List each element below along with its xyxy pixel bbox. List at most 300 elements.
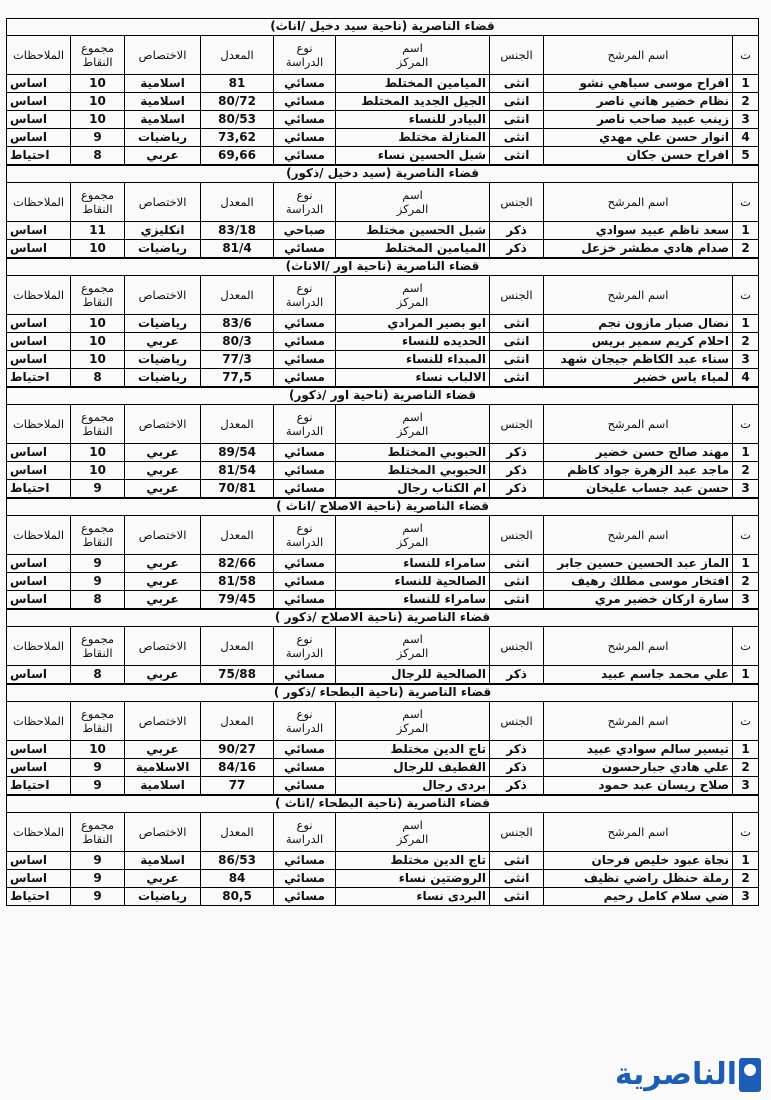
header-label: الملاحظات bbox=[12, 194, 65, 209]
header-label: الجنس bbox=[500, 713, 533, 728]
cell-spec: اسلامية bbox=[125, 111, 201, 129]
column-header-name bbox=[544, 702, 733, 741]
column-header-center bbox=[336, 516, 490, 555]
header-label: اسم المرشح bbox=[607, 638, 669, 653]
column-header-n bbox=[733, 405, 759, 444]
header-label: اسم bbox=[402, 40, 423, 55]
header-label: الاختصاص bbox=[138, 824, 187, 839]
table-row bbox=[7, 852, 759, 870]
cell-n: 4 bbox=[733, 129, 759, 147]
cell-note: احتياط bbox=[7, 147, 71, 165]
section-title: قضاء الناصرية (ناحية البطحاء /اناث ) bbox=[7, 796, 759, 813]
column-header-spec bbox=[125, 183, 201, 222]
section-table bbox=[6, 387, 759, 498]
column-header-note bbox=[7, 36, 71, 75]
cell-n: 3 bbox=[733, 888, 759, 906]
header-label: الجنس bbox=[500, 287, 533, 302]
header-label: اسم المرشح bbox=[607, 527, 669, 542]
cell-n: 2 bbox=[733, 462, 759, 480]
header-label: نوع bbox=[296, 706, 313, 721]
header-label: اسم المرشح bbox=[607, 824, 669, 839]
column-header-pts bbox=[71, 36, 125, 75]
cell-avg: 83/18 bbox=[201, 222, 274, 240]
cell-spec: اسلامية bbox=[125, 852, 201, 870]
cell-avg: 83/6 bbox=[201, 315, 274, 333]
header-label: نوع bbox=[296, 187, 313, 202]
header-label: ت bbox=[740, 287, 751, 302]
section-title: قضاء الناصرية (ناحية اور /ذكور) bbox=[7, 388, 759, 405]
column-header-avg bbox=[201, 702, 274, 741]
column-header-n bbox=[733, 276, 759, 315]
cell-spec: عربي bbox=[125, 333, 201, 351]
cell-center: الميامين المختلط bbox=[336, 240, 490, 258]
cell-name: ضي سلام كامل رحيم bbox=[544, 888, 733, 906]
column-header-sex bbox=[490, 702, 544, 741]
header-label: الاختصاص bbox=[138, 416, 187, 431]
cell-pts: 10 bbox=[71, 75, 125, 93]
table-row bbox=[7, 351, 759, 369]
cell-name: تيسير سالم سوادي عبيد bbox=[544, 741, 733, 759]
header-label: اسم bbox=[402, 520, 423, 535]
cell-spec: عربي bbox=[125, 741, 201, 759]
cell-pts: 10 bbox=[71, 93, 125, 111]
header-label: اسم bbox=[402, 817, 423, 832]
cell-avg: 79/45 bbox=[201, 591, 274, 609]
column-header-avg bbox=[201, 183, 274, 222]
table-row bbox=[7, 591, 759, 609]
cell-pts: 10 bbox=[71, 444, 125, 462]
cell-type: مسائي bbox=[274, 93, 336, 111]
column-header-note bbox=[7, 405, 71, 444]
cell-sex: ذكر bbox=[490, 480, 544, 498]
column-header-avg bbox=[201, 813, 274, 852]
cell-spec: عربي bbox=[125, 591, 201, 609]
cell-avg: 81/54 bbox=[201, 462, 274, 480]
header-label: الجنس bbox=[500, 638, 533, 653]
cell-avg: 80/53 bbox=[201, 111, 274, 129]
cell-spec: عربي bbox=[125, 444, 201, 462]
cell-type: مسائي bbox=[274, 852, 336, 870]
cell-type: مسائي bbox=[274, 75, 336, 93]
cell-sex: انثى bbox=[490, 369, 544, 387]
section-table bbox=[6, 258, 759, 387]
table-row bbox=[7, 759, 759, 777]
section-table bbox=[6, 18, 759, 165]
column-header-pts bbox=[71, 183, 125, 222]
cell-center: تاج الدين مختلط bbox=[336, 741, 490, 759]
cell-name: نظام خضير هاني ناصر bbox=[544, 93, 733, 111]
header-label: النقاط bbox=[82, 535, 113, 549]
column-header-type bbox=[274, 36, 336, 75]
column-header-note bbox=[7, 516, 71, 555]
header-label: الدراسة bbox=[285, 832, 324, 846]
cell-center: الميامين المختلط bbox=[336, 75, 490, 93]
header-label: ت bbox=[740, 47, 751, 62]
cell-center: المبداء للنساء bbox=[336, 351, 490, 369]
header-label: الاختصاص bbox=[138, 638, 187, 653]
header-label: ت bbox=[740, 824, 751, 839]
header-label: نوع bbox=[296, 817, 313, 832]
cell-n: 1 bbox=[733, 852, 759, 870]
header-label: الملاحظات bbox=[12, 638, 65, 653]
cell-center: المنازلة مختلط bbox=[336, 129, 490, 147]
table-row bbox=[7, 666, 759, 684]
section-table bbox=[6, 684, 759, 795]
cell-note: اساس bbox=[7, 444, 71, 462]
cell-sex: ذكر bbox=[490, 666, 544, 684]
header-label: المركز bbox=[396, 202, 429, 216]
column-header-name bbox=[544, 405, 733, 444]
cell-name: الماز عبد الحسين حسين جابر bbox=[544, 555, 733, 573]
cell-center: الصالحية للرجال bbox=[336, 666, 490, 684]
cell-avg: 77,5 bbox=[201, 369, 274, 387]
header-label: اسم المرشح bbox=[607, 47, 669, 62]
cell-spec: عربي bbox=[125, 147, 201, 165]
table-row bbox=[7, 222, 759, 240]
cell-n: 1 bbox=[733, 555, 759, 573]
cell-spec: رياضيات bbox=[125, 369, 201, 387]
cell-pts: 9 bbox=[71, 759, 125, 777]
table-row bbox=[7, 777, 759, 795]
cell-n: 3 bbox=[733, 111, 759, 129]
header-label: اسم المرشح bbox=[607, 416, 669, 431]
cell-name: صلاح ريسان عبد حمود bbox=[544, 777, 733, 795]
cell-name: نضال صبار مازون نجم bbox=[544, 315, 733, 333]
column-header-pts bbox=[71, 516, 125, 555]
cell-avg: 81 bbox=[201, 75, 274, 93]
section-title: قضاء الناصرية (ناحية الاصلاح /اناث ) bbox=[7, 499, 759, 516]
column-header-sex bbox=[490, 516, 544, 555]
header-label: ت bbox=[740, 194, 751, 209]
cell-pts: 9 bbox=[71, 573, 125, 591]
column-header-center bbox=[336, 183, 490, 222]
header-label: مجموع bbox=[81, 631, 115, 646]
cell-name: احلام كريم سمير بريس bbox=[544, 333, 733, 351]
cell-name: سعد ناظم عبيد سوادي bbox=[544, 222, 733, 240]
cell-sex: ذكر bbox=[490, 240, 544, 258]
table-row bbox=[7, 741, 759, 759]
header-label: نوع bbox=[296, 631, 313, 646]
cell-spec: رياضيات bbox=[125, 315, 201, 333]
header-label: الدراسة bbox=[285, 535, 324, 549]
header-label: نوع bbox=[296, 409, 313, 424]
cell-type: مسائي bbox=[274, 444, 336, 462]
cell-note: اساس bbox=[7, 759, 71, 777]
cell-note: اساس bbox=[7, 666, 71, 684]
cell-pts: 8 bbox=[71, 147, 125, 165]
cell-avg: 89/54 bbox=[201, 444, 274, 462]
cell-n: 2 bbox=[733, 93, 759, 111]
cell-n: 1 bbox=[733, 741, 759, 759]
cell-n: 2 bbox=[733, 573, 759, 591]
header-label: المركز bbox=[396, 646, 429, 660]
cell-avg: 81/4 bbox=[201, 240, 274, 258]
cell-type: مسائي bbox=[274, 333, 336, 351]
cell-pts: 9 bbox=[71, 129, 125, 147]
header-label: الدراسة bbox=[285, 295, 324, 309]
header-label: الملاحظات bbox=[12, 47, 65, 62]
header-label: المركز bbox=[396, 55, 429, 69]
section-title: قضاء الناصرية (سيد دخيل /ذكور) bbox=[7, 166, 759, 183]
cell-avg: 80,5 bbox=[201, 888, 274, 906]
header-row bbox=[7, 516, 759, 555]
column-header-n bbox=[733, 627, 759, 666]
cell-n: 2 bbox=[733, 759, 759, 777]
column-header-pts bbox=[71, 702, 125, 741]
header-label: المركز bbox=[396, 535, 429, 549]
table-row bbox=[7, 573, 759, 591]
header-label: مجموع bbox=[81, 409, 115, 424]
cell-type: مسائي bbox=[274, 591, 336, 609]
header-label: المركز bbox=[396, 832, 429, 846]
header-label: اسم المرشح bbox=[607, 713, 669, 728]
column-header-pts bbox=[71, 813, 125, 852]
column-header-n bbox=[733, 516, 759, 555]
column-header-name bbox=[544, 183, 733, 222]
header-row bbox=[7, 183, 759, 222]
column-header-avg bbox=[201, 405, 274, 444]
column-header-name bbox=[544, 813, 733, 852]
cell-type: مسائي bbox=[274, 777, 336, 795]
column-header-type bbox=[274, 627, 336, 666]
header-label: الملاحظات bbox=[12, 416, 65, 431]
section-table bbox=[6, 498, 759, 609]
cell-center: شبل الحسين نساء bbox=[336, 147, 490, 165]
cell-type: مسائي bbox=[274, 129, 336, 147]
column-header-spec bbox=[125, 813, 201, 852]
cell-pts: 8 bbox=[71, 666, 125, 684]
header-label: ت bbox=[740, 527, 751, 542]
cell-spec: اسلامية bbox=[125, 777, 201, 795]
cell-n: 2 bbox=[733, 240, 759, 258]
cell-name: حسن عبد جساب عليخان bbox=[544, 480, 733, 498]
cell-avg: 70/81 bbox=[201, 480, 274, 498]
cell-type: مسائي bbox=[274, 555, 336, 573]
cell-center: شبل الحسين مختلط bbox=[336, 222, 490, 240]
section-title: قضاء الناصرية (ناحية الاصلاح /ذكور ) bbox=[7, 610, 759, 627]
cell-center: الالباب نساء bbox=[336, 369, 490, 387]
cell-center: الجيل الجديد المختلط bbox=[336, 93, 490, 111]
cell-note: اساس bbox=[7, 573, 71, 591]
cell-pts: 11 bbox=[71, 222, 125, 240]
cell-note: احتياط bbox=[7, 480, 71, 498]
cell-name: سناء عبد الكاظم جيجان شهد bbox=[544, 351, 733, 369]
cell-avg: 75/88 bbox=[201, 666, 274, 684]
cell-n: 2 bbox=[733, 870, 759, 888]
header-label: الدراسة bbox=[285, 646, 324, 660]
cell-pts: 8 bbox=[71, 591, 125, 609]
cell-name: مهند صالح حسن خضير bbox=[544, 444, 733, 462]
header-label: اسم bbox=[402, 187, 423, 202]
section-table bbox=[6, 165, 759, 258]
cell-avg: 73,62 bbox=[201, 129, 274, 147]
column-header-pts bbox=[71, 627, 125, 666]
header-row bbox=[7, 405, 759, 444]
cell-center: الصالحية للنساء bbox=[336, 573, 490, 591]
cell-type: مسائي bbox=[274, 369, 336, 387]
cell-n: 3 bbox=[733, 480, 759, 498]
cell-center: الحبوبي المختلط bbox=[336, 444, 490, 462]
cell-pts: 10 bbox=[71, 333, 125, 351]
column-header-center bbox=[336, 405, 490, 444]
header-label: ت bbox=[740, 713, 751, 728]
cell-avg: 82/66 bbox=[201, 555, 274, 573]
header-label: الجنس bbox=[500, 527, 533, 542]
cell-note: اساس bbox=[7, 129, 71, 147]
cell-type: صباحي bbox=[274, 222, 336, 240]
cell-avg: 84/16 bbox=[201, 759, 274, 777]
table-row bbox=[7, 888, 759, 906]
column-header-type bbox=[274, 276, 336, 315]
header-label: مجموع bbox=[81, 520, 115, 535]
cell-sex: ذكر bbox=[490, 444, 544, 462]
logo-icon bbox=[739, 1058, 761, 1092]
header-label: ت bbox=[740, 416, 751, 431]
cell-n: 1 bbox=[733, 444, 759, 462]
column-header-avg bbox=[201, 36, 274, 75]
header-label: اسم bbox=[402, 409, 423, 424]
header-row bbox=[7, 813, 759, 852]
header-label: النقاط bbox=[82, 202, 113, 216]
cell-spec: عربي bbox=[125, 555, 201, 573]
cell-type: مسائي bbox=[274, 666, 336, 684]
column-header-n bbox=[733, 183, 759, 222]
column-header-center bbox=[336, 627, 490, 666]
cell-type: مسائي bbox=[274, 240, 336, 258]
cell-note: اساس bbox=[7, 591, 71, 609]
column-header-avg bbox=[201, 276, 274, 315]
cell-type: مسائي bbox=[274, 573, 336, 591]
cell-avg: 80/72 bbox=[201, 93, 274, 111]
column-header-pts bbox=[71, 276, 125, 315]
cell-name: سارة اركان خضير مري bbox=[544, 591, 733, 609]
header-label: المركز bbox=[396, 424, 429, 438]
header-row bbox=[7, 702, 759, 741]
table-row bbox=[7, 333, 759, 351]
column-header-spec bbox=[125, 36, 201, 75]
column-header-center bbox=[336, 276, 490, 315]
header-label: الدراسة bbox=[285, 55, 324, 69]
section-table bbox=[6, 795, 759, 906]
cell-type: مسائي bbox=[274, 759, 336, 777]
cell-type: مسائي bbox=[274, 741, 336, 759]
cell-center: ابو بصير المرادي bbox=[336, 315, 490, 333]
header-label: المعدل bbox=[220, 527, 254, 542]
cell-name: افراح حسن جكان bbox=[544, 147, 733, 165]
cell-sex: انثى bbox=[490, 870, 544, 888]
column-header-avg bbox=[201, 516, 274, 555]
header-label: الدراسة bbox=[285, 424, 324, 438]
header-label: الدراسة bbox=[285, 202, 324, 216]
cell-n: 1 bbox=[733, 222, 759, 240]
header-label: نوع bbox=[296, 520, 313, 535]
header-label: المعدل bbox=[220, 824, 254, 839]
cell-center: البردى نساء bbox=[336, 888, 490, 906]
cell-name: لمياء ياس خضير bbox=[544, 369, 733, 387]
cell-sex: انثى bbox=[490, 93, 544, 111]
cell-type: مسائي bbox=[274, 351, 336, 369]
header-label: الجنس bbox=[500, 824, 533, 839]
header-label: اسم المرشح bbox=[607, 194, 669, 209]
cell-name: علي محمد جاسم عبيد bbox=[544, 666, 733, 684]
column-header-type bbox=[274, 702, 336, 741]
header-label: المعدل bbox=[220, 713, 254, 728]
logo-text: الناصرية bbox=[614, 1057, 737, 1092]
cell-name: افراح موسى سباهي نشو bbox=[544, 75, 733, 93]
column-header-spec bbox=[125, 405, 201, 444]
cell-spec: عربي bbox=[125, 462, 201, 480]
column-header-spec bbox=[125, 627, 201, 666]
cell-sex: انثى bbox=[490, 351, 544, 369]
cell-n: 4 bbox=[733, 369, 759, 387]
header-label: مجموع bbox=[80, 280, 115, 295]
column-header-note bbox=[7, 276, 71, 315]
cell-n: 1 bbox=[733, 666, 759, 684]
cell-sex: ذكر bbox=[490, 741, 544, 759]
header-label: المعدل bbox=[220, 287, 254, 302]
cell-type: مسائي bbox=[274, 111, 336, 129]
cell-avg: 77 bbox=[201, 777, 274, 795]
header-label: الملاحظات bbox=[12, 824, 65, 839]
cell-note: اساس bbox=[7, 93, 71, 111]
cell-name: افتخار موسى مطلك رهيف bbox=[544, 573, 733, 591]
header-label: الجنس bbox=[500, 416, 533, 431]
cell-spec: عربي bbox=[125, 666, 201, 684]
table-row bbox=[7, 240, 759, 258]
table-row bbox=[7, 870, 759, 888]
cell-sex: انثى bbox=[490, 555, 544, 573]
header-row bbox=[7, 627, 759, 666]
cell-avg: 77/3 bbox=[201, 351, 274, 369]
header-row bbox=[7, 276, 759, 315]
section-title: قضاء الناصرية (ناحية اور /الاناث) bbox=[7, 259, 759, 276]
header-label: مجموع bbox=[81, 187, 115, 202]
cell-center: الحديده للنساء bbox=[336, 333, 490, 351]
header-label: اسم bbox=[402, 631, 423, 646]
cell-spec: انكليزي bbox=[125, 222, 201, 240]
column-header-sex bbox=[490, 627, 544, 666]
column-header-center bbox=[336, 36, 490, 75]
cell-n: 2 bbox=[733, 333, 759, 351]
table-row bbox=[7, 480, 759, 498]
cell-sex: ذكر bbox=[490, 777, 544, 795]
header-label: الاختصاص bbox=[138, 194, 187, 209]
header-label: النقاط bbox=[82, 424, 113, 438]
column-header-center bbox=[336, 813, 490, 852]
table-row bbox=[7, 444, 759, 462]
column-header-note bbox=[7, 183, 71, 222]
cell-avg: 80/3 bbox=[201, 333, 274, 351]
cell-center: القطيف للرجال bbox=[336, 759, 490, 777]
column-header-spec bbox=[125, 516, 201, 555]
header-label: الاختصاص bbox=[138, 47, 187, 62]
cell-note: احتياط bbox=[7, 888, 71, 906]
table-row bbox=[7, 75, 759, 93]
cell-name: نجاة عبود خليص فرحان bbox=[544, 852, 733, 870]
cell-sex: ذكر bbox=[490, 759, 544, 777]
cell-center: البيادر للنساء bbox=[336, 111, 490, 129]
cell-note: اساس bbox=[7, 555, 71, 573]
cell-sex: انثى bbox=[490, 315, 544, 333]
header-label: المعدل bbox=[220, 416, 254, 431]
cell-note: اساس bbox=[7, 240, 71, 258]
header-label: الملاحظات bbox=[12, 713, 65, 728]
column-header-type bbox=[274, 183, 336, 222]
cell-pts: 9 bbox=[71, 888, 125, 906]
column-header-note bbox=[7, 813, 71, 852]
cell-pts: 9 bbox=[71, 480, 125, 498]
header-label: اسم bbox=[402, 280, 423, 295]
